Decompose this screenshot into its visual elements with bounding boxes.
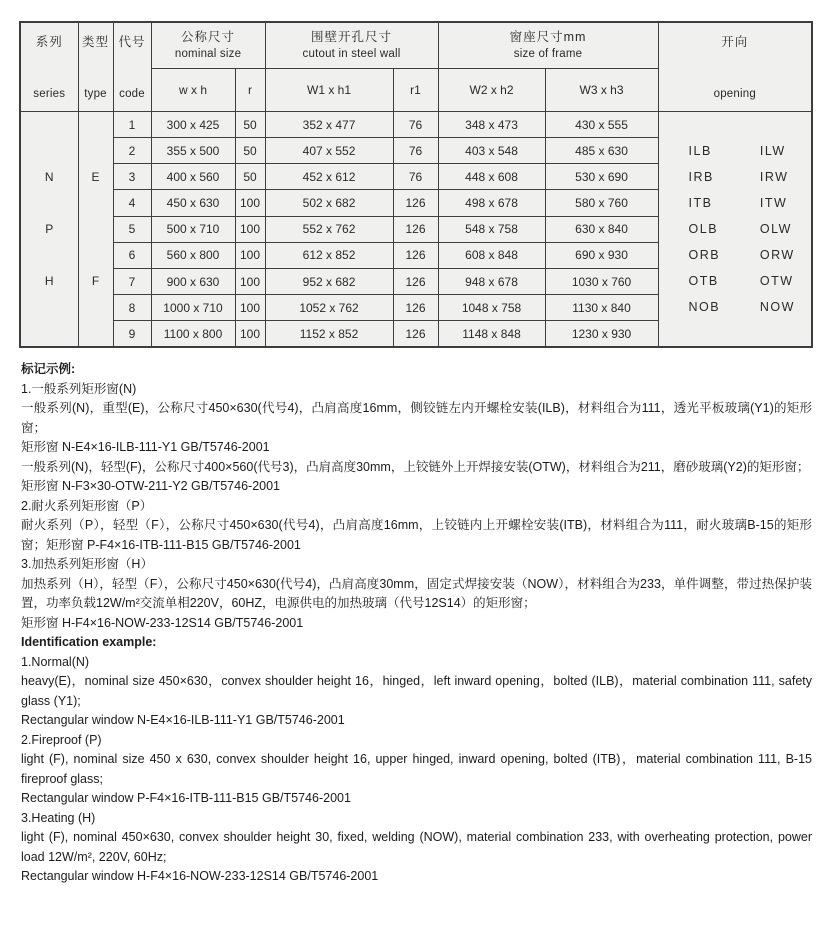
cell-code: 4 <box>113 190 151 216</box>
cell-r1: 76 <box>393 138 438 164</box>
cell-r: 100 <box>235 190 265 216</box>
note-line: 加热系列（H），轻型（F），公称尺寸450×630(代号4)，凸肩高度30mm，固定式焊接安装（NOW），材料组合为233，单件调整，带过热保护装置，功率负载12W/m²交流单相220V，60HZ，电源供电的加热玻璃（代号12S14）的矩形窗； <box>21 576 812 610</box>
cell-r1: 126 <box>393 295 438 321</box>
cell-code: 6 <box>113 242 151 268</box>
cell-w3h3: 1030 x 760 <box>545 268 658 294</box>
cell-w2h2: 403 x 548 <box>438 138 545 164</box>
series-column <box>20 112 78 348</box>
note-line: 1.Normal(N) <box>21 654 90 669</box>
cell-w1h1: 1052 x 762 <box>265 295 393 321</box>
cell-w2h2: 348 x 473 <box>438 112 545 138</box>
note-line: 3.加热系列矩形窗（H） <box>21 557 153 571</box>
cell-w2h2: 1148 x 848 <box>438 321 545 347</box>
cell-code: 7 <box>113 268 151 294</box>
cell-r: 50 <box>235 112 265 138</box>
series-label-h: H <box>44 274 54 288</box>
type-label-e: E <box>91 170 100 184</box>
header-cutout-en: cutout in steel wall <box>302 47 401 60</box>
cell-w1h1: 502 x 682 <box>265 190 393 216</box>
note-line: 矩形窗 N-F3×30-OTW-211-Y2 GB/T5746-2001 <box>21 479 281 493</box>
cell-w1h1: 952 x 682 <box>265 268 393 294</box>
opening-codes-row: OTB OTW <box>688 274 794 288</box>
cell-code: 1 <box>113 112 151 138</box>
cell-r1: 126 <box>393 190 438 216</box>
cell-wh: 400 x 560 <box>151 164 235 190</box>
note-line: 2.Fireproof (P) <box>21 732 102 747</box>
cell-r: 50 <box>235 138 265 164</box>
cell-w2h2: 608 x 848 <box>438 242 545 268</box>
cell-wh: 450 x 630 <box>151 190 235 216</box>
cell-w2h2: 948 x 678 <box>438 268 545 294</box>
cell-w3h3: 1230 x 930 <box>545 321 658 347</box>
cell-code: 2 <box>113 138 151 164</box>
cell-r1: 76 <box>393 164 438 190</box>
note-line: 1.一般系列矩形窗(N) <box>21 381 137 396</box>
note-line: 矩形窗 N-E4×16-ILB-111-Y1 GB/T5746-2001 <box>21 440 270 454</box>
opening-codes-row: OLB OLW <box>688 222 792 236</box>
cell-wh: 1000 x 710 <box>151 295 235 321</box>
cell-wh: 560 x 800 <box>151 242 235 268</box>
subheader-wxh: w x h <box>151 69 235 112</box>
subheader-r1: r1 <box>393 69 438 112</box>
header-type-en: type <box>84 88 107 100</box>
header-opening <box>658 22 812 112</box>
series-label-n: N <box>44 170 54 184</box>
header-frame-en: size of frame <box>513 47 583 60</box>
cell-wh: 300 x 425 <box>151 112 235 138</box>
window-spec-table <box>19 21 813 348</box>
type-column <box>78 112 113 348</box>
cell-wh: 900 x 630 <box>151 268 235 294</box>
opening-codes-row: ORB ORW <box>688 248 795 262</box>
cell-wh: 500 x 710 <box>151 216 235 242</box>
header-series-en: series <box>33 88 66 100</box>
series-label-p: P <box>45 222 54 236</box>
cell-r: 100 <box>235 321 265 347</box>
header-series-zh: 系列 <box>35 35 63 49</box>
header-code <box>113 22 151 112</box>
cell-w3h3: 630 x 840 <box>545 216 658 242</box>
subheader-r: r <box>235 69 265 112</box>
cell-w3h3: 485 x 630 <box>545 138 658 164</box>
cell-w2h2: 498 x 678 <box>438 190 545 216</box>
notes-heading-zh: 标记示例: <box>21 362 76 376</box>
cell-w2h2: 1048 x 758 <box>438 295 545 321</box>
cell-wh: 1100 x 800 <box>151 321 235 347</box>
cell-w3h3: 1130 x 840 <box>545 295 658 321</box>
cell-w1h1: 352 x 477 <box>265 112 393 138</box>
note-line: light (F), nominal 450×630, convex shoulder height 30, fixed, welding (NOW), material combination 233, with overheating protection, power load 12W/m², 220V, 60Hz; <box>21 830 812 864</box>
cell-r1: 126 <box>393 242 438 268</box>
cell-w3h3: 530 x 690 <box>545 164 658 190</box>
note-line: Rectangular window H-F4×16-NOW-233-12S14 GB/T5746-2001 <box>21 869 379 883</box>
header-frame-zh: 窗座尺寸mm <box>509 29 587 44</box>
cell-r1: 126 <box>393 268 438 294</box>
header-cutout <box>265 22 438 69</box>
cell-w2h2: 448 x 608 <box>438 164 545 190</box>
header-type <box>78 22 113 112</box>
cell-w1h1: 1152 x 852 <box>265 321 393 347</box>
cell-code: 3 <box>113 164 151 190</box>
header-cutout-zh: 围壁开孔尺寸 <box>311 29 393 44</box>
opening-codes-row: NOB NOW <box>688 300 795 314</box>
header-opening-zh: 开向 <box>721 35 749 49</box>
opening-codes-row: ILB ILW <box>688 144 786 158</box>
cell-w3h3: 580 x 760 <box>545 190 658 216</box>
cell-r: 50 <box>235 164 265 190</box>
cell-w1h1: 407 x 552 <box>265 138 393 164</box>
opening-codes-row: ITB ITW <box>688 196 788 210</box>
cell-r1: 76 <box>393 112 438 138</box>
note-line: 一般系列(N)，轻型(F)，公称尺寸400×560(代号3)，凸肩高度30mm，上铰链外上开焊接安装(OTW)，材料组合为211，磨砂玻璃(Y2)的矩形窗； <box>21 459 810 474</box>
subheader-w2h2: W2 x h2 <box>438 69 545 112</box>
identification-examples <box>21 360 812 887</box>
cell-w3h3: 690 x 930 <box>545 242 658 268</box>
note-line: light (F), nominal size 450 x 630, convex shoulder height 16, upper hinged, inward opening, bolted (ITB)，material combination 111, B-15 fireproof glass; <box>21 752 812 786</box>
note-line: 矩形窗 H-F4×16-NOW-233-12S14 GB/T5746-2001 <box>21 615 304 630</box>
cell-wh: 355 x 500 <box>151 138 235 164</box>
header-code-zh: 代号 <box>118 35 146 49</box>
note-line: 耐火系列（P），轻型（F），公称尺寸450×630(代号4)，凸肩高度16mm，上铰链内上开螺栓安装(ITB)，材料组合为111，耐火玻璃B-15的矩形窗；矩形窗 P-F4×16-ITB-111-B15 GB/T5746-2001 <box>21 518 812 552</box>
cell-r1: 126 <box>393 321 438 347</box>
note-line: 3.Heating (H) <box>21 810 96 825</box>
opening-column <box>658 112 812 348</box>
cell-code: 8 <box>113 295 151 321</box>
cell-r1: 126 <box>393 216 438 242</box>
note-line: heavy(E)，nominal size 450×630，convex shoulder height 16，hinged，left inward opening，bolted (ILB)，material combination 111, safety glass (Y1); <box>21 674 812 708</box>
header-series <box>20 22 78 112</box>
cell-w1h1: 612 x 852 <box>265 242 393 268</box>
cell-code: 5 <box>113 216 151 242</box>
cell-r: 100 <box>235 295 265 321</box>
header-nominal-zh: 公称尺寸 <box>181 29 236 44</box>
header-nominal-size <box>151 22 265 69</box>
header-type-zh: 类型 <box>81 35 109 49</box>
cell-w3h3: 430 x 555 <box>545 112 658 138</box>
cell-r: 100 <box>235 242 265 268</box>
note-line: Rectangular window P-F4×16-ITB-111-B15 GB/T5746-2001 <box>21 791 351 805</box>
note-line: Rectangular window N-E4×16-ILB-111-Y1 GB/T5746-2001 <box>21 713 345 727</box>
type-label-f: F <box>91 274 100 288</box>
cell-w1h1: 552 x 762 <box>265 216 393 242</box>
subheader-w3h3: W3 x h3 <box>545 69 658 112</box>
header-opening-en: opening <box>713 88 756 100</box>
header-frame-size <box>438 22 658 69</box>
header-nominal-en: nominal size <box>174 47 242 60</box>
notes-heading-en: Identification example: <box>21 635 157 649</box>
note-line: 2.耐火系列矩形窗（P） <box>21 498 153 513</box>
cell-r: 100 <box>235 216 265 242</box>
spec-table-wrapper <box>19 21 813 348</box>
header-code-en: code <box>119 88 145 100</box>
cell-w1h1: 452 x 612 <box>265 164 393 190</box>
cell-w2h2: 548 x 758 <box>438 216 545 242</box>
note-line: 一般系列(N)，重型(E)，公称尺寸450×630(代号4)，凸肩高度16mm，侧铰链左内开螺栓安装(ILB)，材料组合为111，透光平板玻璃(Y1)的矩形窗； <box>21 401 812 435</box>
opening-codes-row: IRB IRW <box>688 170 789 184</box>
cell-r: 100 <box>235 268 265 294</box>
cell-code: 9 <box>113 321 151 347</box>
subheader-w1h1: W1 x h1 <box>265 69 393 112</box>
